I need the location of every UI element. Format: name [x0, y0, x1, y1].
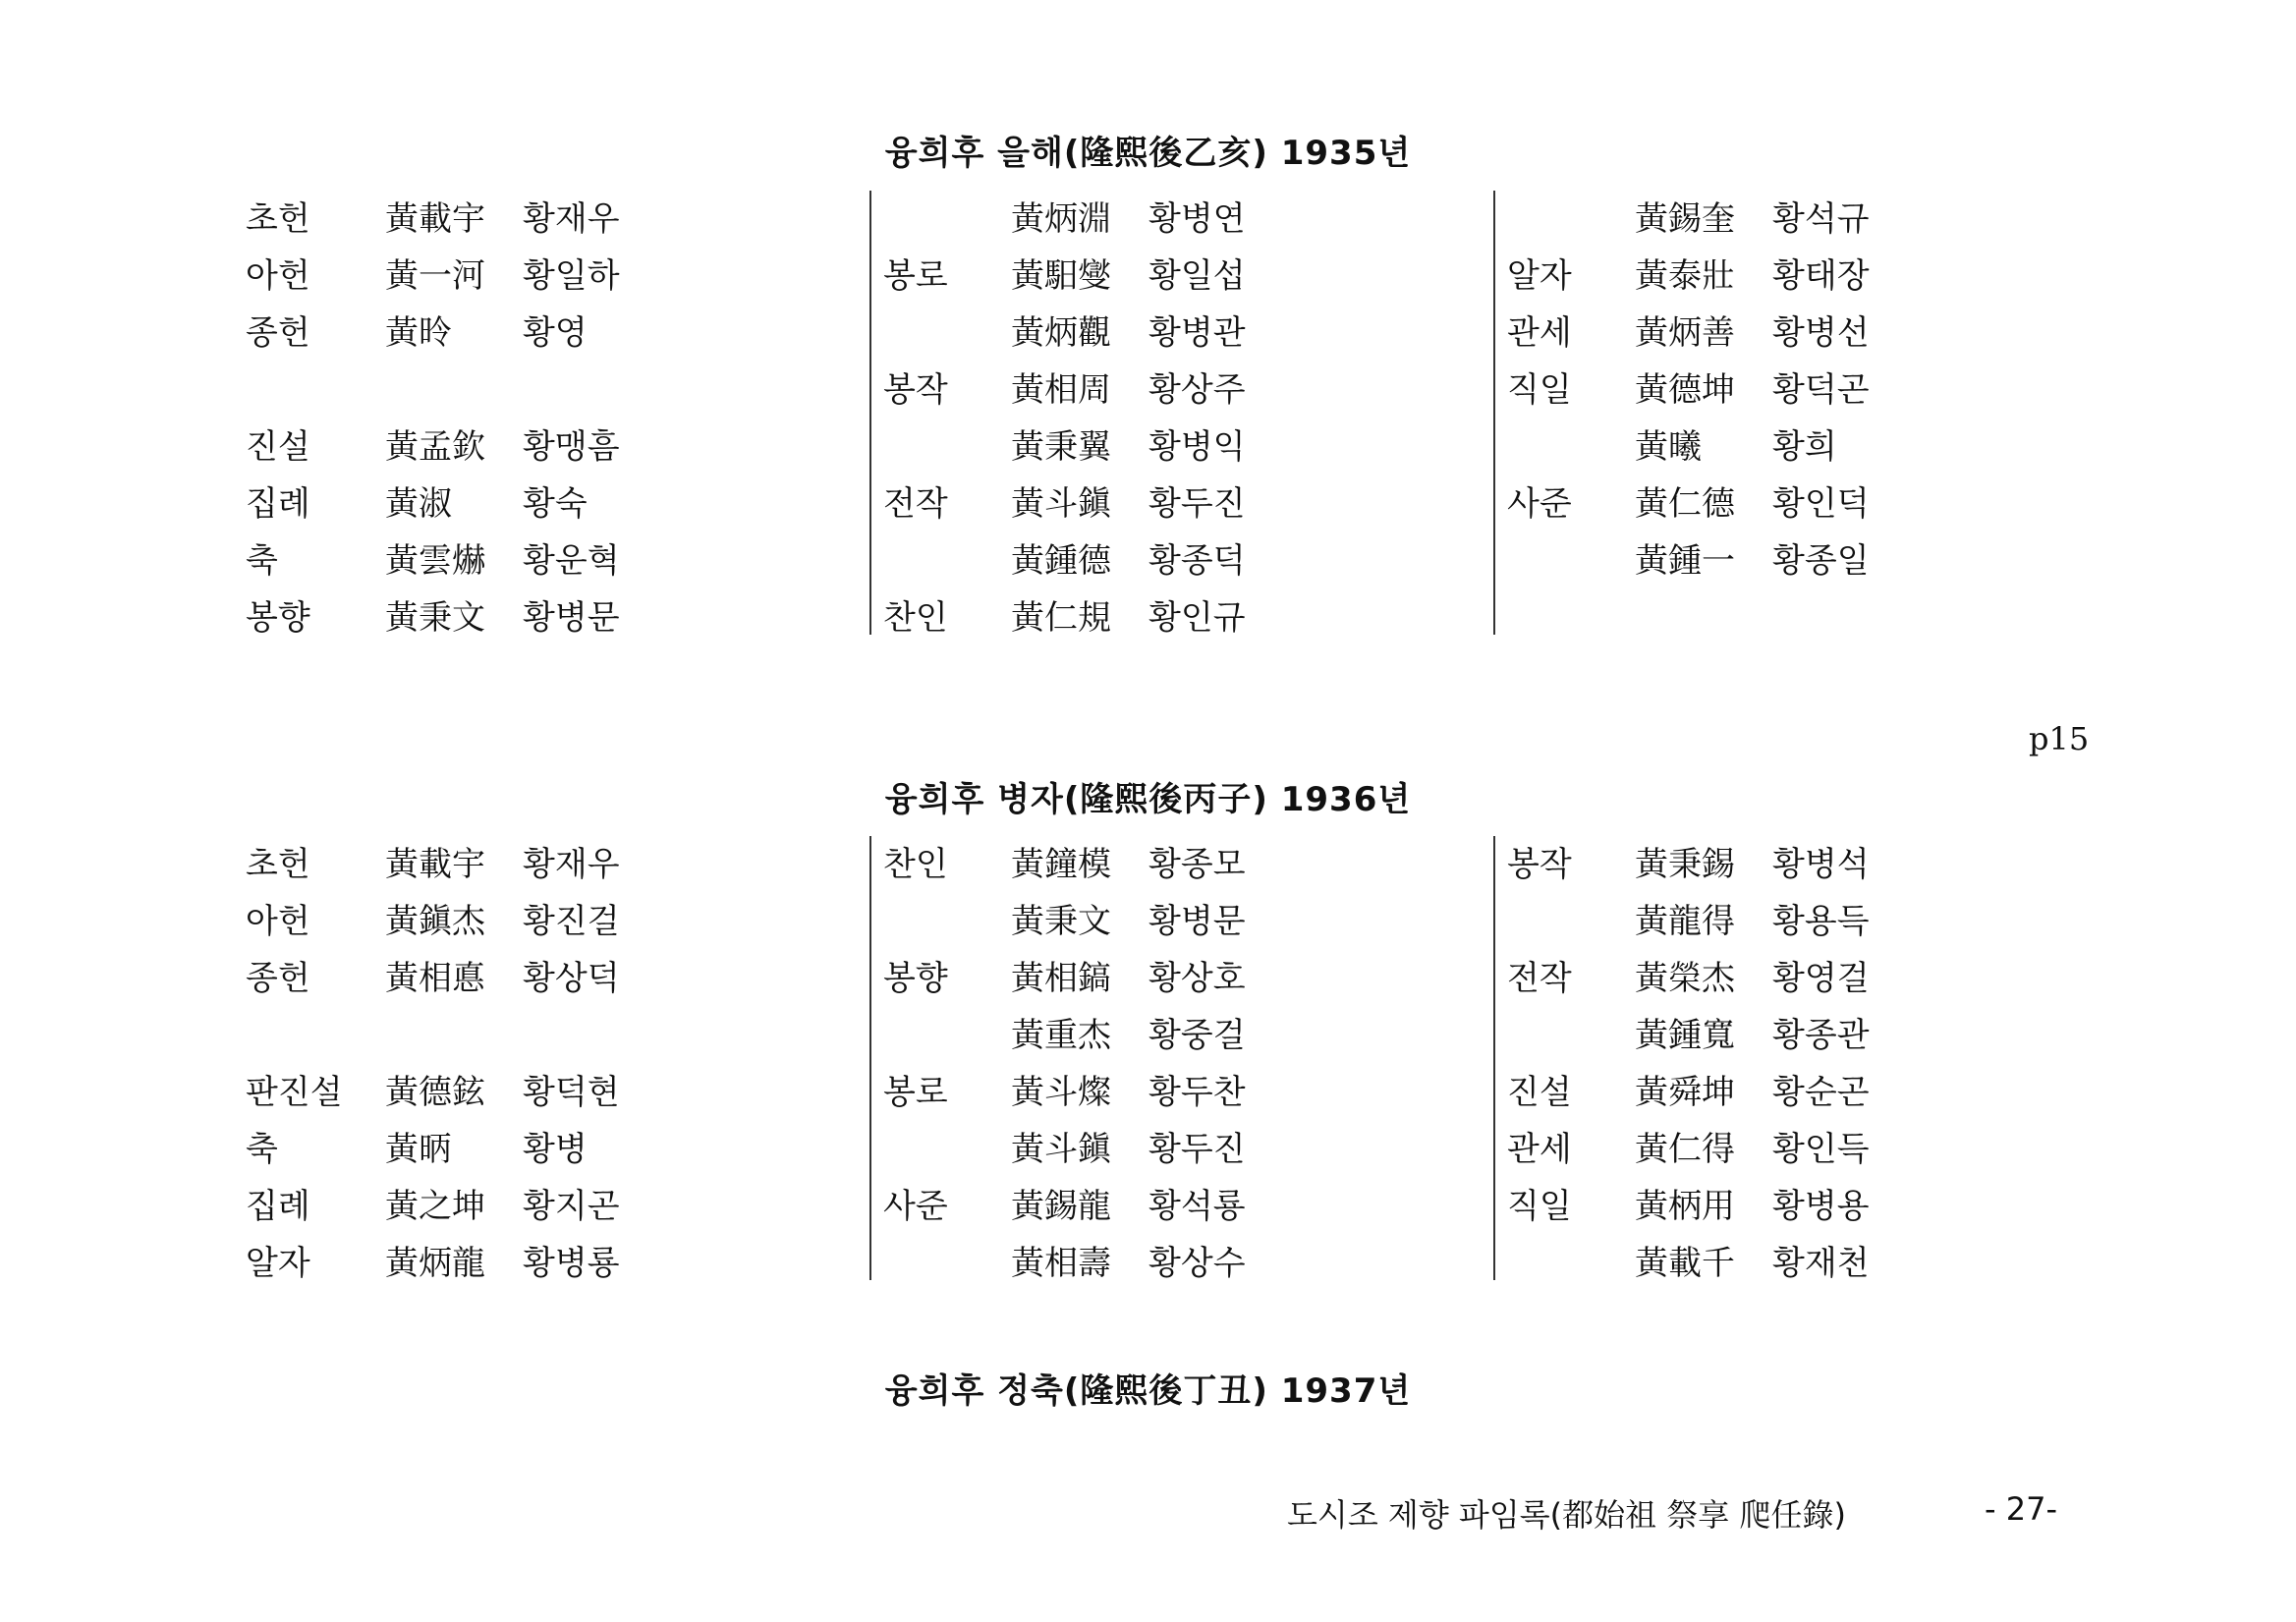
name-hanja: 黃斗燦 — [1011, 1073, 1111, 1112]
block-1936-col-1 — [246, 836, 796, 1283]
roster-row — [246, 1235, 796, 1292]
role-label: 직일 — [1507, 1187, 1572, 1226]
name-hanja: 黃昤 — [385, 313, 452, 353]
role-label: 종헌 — [246, 313, 310, 353]
roster-row — [246, 362, 796, 419]
role-label: 아헌 — [246, 256, 310, 296]
roster-row — [1495, 836, 2045, 893]
roster-row — [246, 475, 796, 532]
role-label: 종헌 — [246, 959, 310, 998]
role-label: 알자 — [246, 1244, 310, 1283]
roster-row — [1495, 191, 2045, 248]
roster-row — [871, 1178, 1422, 1235]
name-hangul: 황진걸 — [523, 902, 620, 941]
roster-row — [871, 1235, 1422, 1292]
role-label: 사준 — [1507, 484, 1572, 524]
roster-row — [1495, 1064, 2045, 1121]
role-label: 봉로 — [883, 1073, 948, 1112]
name-hangul: 황일하 — [523, 256, 620, 296]
roster-row — [246, 305, 796, 362]
heading-1936: 융희후 병자(隆熙後丙子) 1936년 — [884, 780, 1412, 819]
name-hanja: 黃秉錫 — [1635, 845, 1735, 884]
name-hangul: 황재우 — [523, 845, 620, 884]
name-hanja: 黃淑 — [385, 484, 452, 524]
role-label: 봉로 — [883, 256, 948, 296]
name-hanja: 黃相悳 — [385, 959, 485, 998]
role-label: 직일 — [1507, 370, 1572, 410]
name-hangul: 황지곤 — [523, 1187, 620, 1226]
roster-row — [246, 836, 796, 893]
roster-row — [871, 305, 1422, 362]
name-hangul: 황상덕 — [523, 959, 620, 998]
name-hangul: 황종모 — [1148, 845, 1246, 884]
role-label: 봉향 — [883, 959, 948, 998]
role-label: 초헌 — [246, 845, 310, 884]
roster-row — [246, 893, 796, 950]
role-label: 전작 — [883, 484, 948, 524]
name-hanja: 黃炳善 — [1635, 313, 1735, 353]
name-hangul: 황병익 — [1148, 427, 1246, 467]
name-hangul: 황맹흠 — [523, 427, 620, 467]
name-hangul: 황두찬 — [1148, 1073, 1246, 1112]
name-hangul: 황상호 — [1148, 959, 1246, 998]
roster-row — [871, 836, 1422, 893]
name-hanja: 黃載宇 — [385, 199, 485, 239]
name-hangul: 황상수 — [1148, 1244, 1246, 1283]
role-label: 축 — [246, 541, 278, 581]
name-hangul: 황순곤 — [1772, 1073, 1870, 1112]
role-label: 알자 — [1507, 256, 1572, 296]
name-hanja: 黃德坤 — [1635, 370, 1735, 410]
roster-row — [871, 532, 1422, 589]
name-hangul: 황일섭 — [1148, 256, 1246, 296]
roster-row — [246, 191, 796, 248]
name-hangul: 황병 — [523, 1130, 588, 1169]
role-label: 판진설 — [246, 1073, 343, 1112]
name-hanja: 黃一河 — [385, 256, 485, 296]
roster-row — [246, 1178, 796, 1235]
role-label: 사준 — [883, 1187, 948, 1226]
name-hangul: 황병연 — [1148, 199, 1246, 239]
roster-row — [246, 1064, 796, 1121]
heading-1937: 융희후 정축(隆熙後丁丑) 1937년 — [884, 1371, 1412, 1411]
name-hangul: 황병석 — [1772, 845, 1870, 884]
name-hanja: 黃舜坤 — [1635, 1073, 1735, 1112]
roster-row — [871, 475, 1422, 532]
roster-row — [246, 950, 796, 1007]
roster-row — [871, 1007, 1422, 1064]
name-hangul: 황병문 — [523, 598, 620, 638]
name-hangul: 황숙 — [523, 484, 588, 524]
roster-row — [1495, 305, 2045, 362]
roster-row — [246, 419, 796, 475]
name-hangul: 황재천 — [1772, 1244, 1870, 1283]
name-hanja: 黃柄用 — [1635, 1187, 1735, 1226]
role-label: 집례 — [246, 484, 310, 524]
roster-row — [1495, 248, 2045, 305]
name-hangul: 황운혁 — [523, 541, 620, 581]
name-hangul: 황희 — [1772, 427, 1837, 467]
role-label: 축 — [246, 1130, 278, 1169]
name-hanja: 黃炳龍 — [385, 1244, 485, 1283]
name-hanja: 黃錫奎 — [1635, 199, 1735, 239]
heading-1935: 융희후 을해(隆熙後乙亥) 1935년 — [884, 134, 1412, 173]
roster-row — [1495, 475, 2045, 532]
role-label: 관세 — [1507, 1130, 1572, 1169]
name-hanja: 黃榮杰 — [1635, 959, 1735, 998]
name-hangul: 황영 — [523, 313, 588, 353]
name-hanja: 黃鍾德 — [1011, 541, 1111, 581]
role-label: 봉작 — [1507, 845, 1572, 884]
name-hanja: 黃錫龍 — [1011, 1187, 1111, 1226]
name-hangul: 황석규 — [1772, 199, 1870, 239]
roster-row — [246, 532, 796, 589]
name-hangul: 황태장 — [1772, 256, 1870, 296]
roster-row — [871, 248, 1422, 305]
name-hanja: 黃鎭杰 — [385, 902, 485, 941]
roster-row — [871, 893, 1422, 950]
role-label: 찬인 — [883, 845, 948, 884]
name-hangul: 황인덕 — [1772, 484, 1870, 524]
name-hangul: 황용득 — [1772, 902, 1870, 941]
name-hanja: 黃載宇 — [385, 845, 485, 884]
roster-row — [1495, 362, 2045, 419]
name-hangul: 황두진 — [1148, 484, 1246, 524]
name-hangul: 황덕곤 — [1772, 370, 1870, 410]
roster-row — [871, 950, 1422, 1007]
roster-row — [1495, 419, 2045, 475]
roster-row — [1495, 532, 2045, 589]
block-1935-col-1 — [246, 191, 796, 638]
name-hangul: 황영걸 — [1772, 959, 1870, 998]
roster-row — [246, 589, 796, 646]
roster-row — [871, 589, 1422, 646]
name-hanja: 黃雲爀 — [385, 541, 485, 581]
name-hangul: 황재우 — [523, 199, 620, 239]
role-label: 봉작 — [883, 370, 948, 410]
name-hanja: 黃炳淵 — [1011, 199, 1111, 239]
roster-row — [1495, 589, 2045, 646]
block-1936-col-3 — [1493, 836, 2045, 1283]
role-label: 진설 — [1507, 1073, 1572, 1112]
name-hangul: 황병선 — [1772, 313, 1870, 353]
name-hangul: 황중걸 — [1148, 1016, 1246, 1055]
name-hangul: 황석룡 — [1148, 1187, 1246, 1226]
name-hanja: 黃德鉉 — [385, 1073, 485, 1112]
name-hanja: 黃炳觀 — [1011, 313, 1111, 353]
name-hanja: 黃仁規 — [1011, 598, 1111, 638]
name-hangul: 황덕현 — [523, 1073, 620, 1112]
role-label: 찬인 — [883, 598, 948, 638]
name-hangul: 황병문 — [1148, 902, 1246, 941]
block-1935-col-3 — [1493, 191, 2045, 635]
name-hangul: 황인득 — [1772, 1130, 1870, 1169]
roster-row — [871, 1064, 1422, 1121]
block-1936-col-2 — [869, 836, 1422, 1283]
name-hanja: 黃昞 — [385, 1130, 452, 1169]
role-label: 전작 — [1507, 959, 1572, 998]
footer-title: 도시조 제향 파임록(都始祖 祭享 爬任錄) — [1287, 1496, 1846, 1534]
roster-row — [1495, 1007, 2045, 1064]
role-label: 진설 — [246, 427, 310, 467]
roster-row — [246, 1007, 796, 1064]
roster-row — [871, 362, 1422, 419]
name-hanja: 黃秉翼 — [1011, 427, 1111, 467]
name-hanja: 黃之坤 — [385, 1187, 485, 1226]
roster-row — [246, 248, 796, 305]
role-label: 아헌 — [246, 902, 310, 941]
role-label: 초헌 — [246, 199, 310, 239]
name-hanja: 黃泰壯 — [1635, 256, 1735, 296]
name-hanja: 黃載千 — [1635, 1244, 1735, 1283]
role-label: 관세 — [1507, 313, 1572, 353]
roster-row — [1495, 893, 2045, 950]
roster-row — [246, 1121, 796, 1178]
page-marker: p15 — [2029, 720, 2090, 757]
name-hanja: 黃仁得 — [1635, 1130, 1735, 1169]
roster-row — [1495, 1235, 2045, 1292]
roster-row — [871, 419, 1422, 475]
name-hanja: 黃孟欽 — [385, 427, 485, 467]
block-1935-col-2 — [869, 191, 1422, 638]
name-hanja: 黃鐘模 — [1011, 845, 1111, 884]
name-hanja: 黃重杰 — [1011, 1016, 1111, 1055]
role-label: 집례 — [246, 1187, 310, 1226]
name-hangul: 황병용 — [1772, 1187, 1870, 1226]
name-hanja: 黃斗鎭 — [1011, 484, 1111, 524]
name-hanja: 黃龍得 — [1635, 902, 1735, 941]
name-hanja: 黃相周 — [1011, 370, 1111, 410]
roster-row — [1495, 1121, 2045, 1178]
name-hanja: 黃鍾一 — [1635, 541, 1735, 581]
name-hangul: 황두진 — [1148, 1130, 1246, 1169]
roster-row — [871, 1121, 1422, 1178]
name-hangul: 황종관 — [1772, 1016, 1870, 1055]
roster-row — [871, 191, 1422, 248]
name-hangul: 황병관 — [1148, 313, 1246, 353]
name-hangul: 황인규 — [1148, 598, 1246, 638]
roster-row — [1495, 1178, 2045, 1235]
name-hanja: 黃馹燮 — [1011, 256, 1111, 296]
name-hanja: 黃相鎬 — [1011, 959, 1111, 998]
name-hangul: 황상주 — [1148, 370, 1246, 410]
roster-row — [1495, 950, 2045, 1007]
name-hanja: 黃秉文 — [385, 598, 485, 638]
name-hanja: 黃秉文 — [1011, 902, 1111, 941]
name-hanja: 黃曦 — [1635, 427, 1702, 467]
name-hanja: 黃相壽 — [1011, 1244, 1111, 1283]
role-label: 봉향 — [246, 598, 310, 638]
name-hangul: 황종덕 — [1148, 541, 1246, 581]
name-hangul: 황종일 — [1772, 541, 1870, 581]
name-hangul: 황병룡 — [523, 1244, 620, 1283]
footer-page-number: - 27- — [1985, 1490, 2057, 1528]
name-hanja: 黃仁德 — [1635, 484, 1735, 524]
name-hanja: 黃鍾寬 — [1635, 1016, 1735, 1055]
name-hanja: 黃斗鎭 — [1011, 1130, 1111, 1169]
